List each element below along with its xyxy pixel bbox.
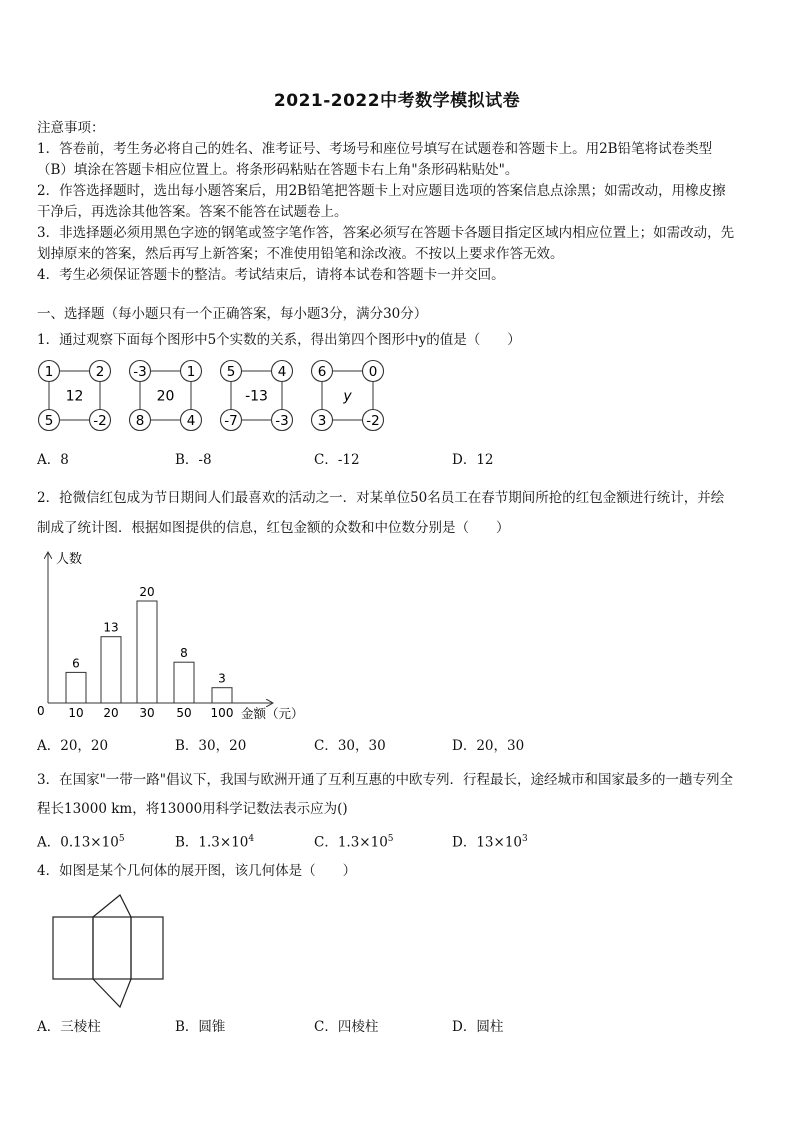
q1-figures xyxy=(34,357,394,435)
section-heading: 一、选择题（每小题只有一个正确答案，每小题3分，满分30分） xyxy=(37,306,428,322)
bar-value-label: 20 xyxy=(139,585,155,599)
notice-line: 干净后，再选涂其他答案。答案不能答在试题卷上。 xyxy=(37,204,348,220)
x-tick-label: 20 xyxy=(103,706,119,720)
notice-line: 1．答卷前，考生务必将自己的姓名、准考证号、考场号和座位号填写在试题卷和答题卡上。用2B铅笔将试卷类型 xyxy=(37,141,713,157)
option-a[interactable]: A．8 xyxy=(37,452,69,468)
option-b[interactable]: B．30，20 xyxy=(175,738,247,754)
question-2-stem-line1: 2．抢微信红包成为节日期间人们最喜欢的活动之一．对某单位50名员工在春节期间所抢的红包金额进行统计，并绘 xyxy=(37,490,725,506)
q1-corner-value: 1 xyxy=(44,364,54,380)
net-face-left xyxy=(53,917,93,979)
question-2-options xyxy=(37,736,759,756)
question-3-stem-line1: 3．在国家"一带一路"倡议下，我国与欧洲开通了互利互惠的中欧专列．行程最长，途经城市和国家最多的一趟专列全 xyxy=(37,772,734,788)
q1-corner-value: 3 xyxy=(317,413,327,429)
q1-center-value: 20 xyxy=(156,388,175,405)
option-b[interactable]: B．$1.3\times 10^4$ xyxy=(175,834,255,851)
bar xyxy=(101,637,121,703)
question-3-stem-line2: 程长13000 km，将13000用科学记数法表示应为() xyxy=(37,801,348,817)
question-4-options xyxy=(37,1017,759,1037)
q1-corner-value: -3 xyxy=(275,413,289,429)
notice-line: 4．考生必须保证答题卡的整洁。考试结束后，请将本试卷和答题卡一并交回。 xyxy=(37,267,505,283)
q1-figure xyxy=(130,361,202,431)
option-c[interactable]: C．-12 xyxy=(314,452,360,468)
x-tick-label: 30 xyxy=(139,706,155,720)
q1-corner-value: -7 xyxy=(224,413,238,429)
x-tick-label: 50 xyxy=(176,706,192,720)
x-axis-label: 金额（元） xyxy=(241,706,304,721)
q2-bar-chart xyxy=(30,545,320,725)
page-title: 2021-2022中考数学模拟试卷 xyxy=(273,91,521,111)
bar xyxy=(212,688,232,703)
q1-corner-value: 1 xyxy=(186,364,196,380)
notice-line: （B）填涂在答题卡相应位置上。将条形码粘贴在答题卡右上角"条形码粘贴处"。 xyxy=(37,162,519,178)
option-a[interactable]: A．20，20 xyxy=(37,738,109,754)
net-face-right xyxy=(131,917,163,979)
x-tick-label: 100 xyxy=(210,706,234,720)
x-tick-label: 10 xyxy=(68,706,84,720)
bar-value-label: 6 xyxy=(72,656,80,671)
y-axis-label: 人数 xyxy=(56,552,83,567)
q1-corner-value: -2 xyxy=(93,413,107,429)
q1-corner-value: 5 xyxy=(226,364,236,380)
q1-corner-value: 0 xyxy=(368,364,378,380)
option-c[interactable]: C．30，30 xyxy=(314,738,386,754)
q1-center-value: y xyxy=(343,388,352,405)
notice-line: 划掉原来的答案，然后再写上新答案；不准使用铅笔和涂改液。不按以上要求作答无效。 xyxy=(37,246,564,262)
q1-center-value: 12 xyxy=(65,388,84,405)
question-1-stem: 1．通过观察下面每个图形中5个实数的关系，得出第四个图形中y的值是（ ） xyxy=(37,332,521,348)
net-triangle-bottom xyxy=(93,979,131,1007)
option-a[interactable]: A．$0.13\times 10^5$ xyxy=(37,834,125,851)
notice-heading: 注意事项： xyxy=(37,120,105,136)
bar-value-label: 8 xyxy=(180,646,188,661)
bar xyxy=(174,662,194,703)
q1-corner-value: -2 xyxy=(366,413,380,429)
q1-figure xyxy=(312,361,384,431)
option-b[interactable]: B．-8 xyxy=(175,452,212,468)
question-1-options xyxy=(37,450,759,470)
q1-figure xyxy=(221,361,293,431)
notice-block xyxy=(37,118,759,286)
bar-value-label: 13 xyxy=(103,620,119,635)
question-3-options xyxy=(37,829,759,849)
q1-corner-value: 4 xyxy=(186,413,196,429)
q1-corner-value: -3 xyxy=(133,364,147,380)
question-4-stem: 4．如图是某个几何体的展开图，该几何体是（ ） xyxy=(37,863,357,879)
net-triangle-top xyxy=(93,895,131,917)
bar-value-label: 3 xyxy=(218,671,226,686)
option-d[interactable]: D．20，30 xyxy=(452,738,525,754)
option-a[interactable]: A．三棱柱 xyxy=(37,1019,101,1035)
net-face-middle xyxy=(93,917,131,979)
bar xyxy=(137,601,157,703)
q1-corner-value: 8 xyxy=(135,413,145,429)
option-d[interactable]: D．12 xyxy=(452,452,494,468)
q1-center-value: -13 xyxy=(245,388,268,405)
notice-line: 3．非选择题必须用黑色字迹的钢笔或签字笔作答，答案必须写在答题卡各题目指定区域内相应位置上；如需改动，先 xyxy=(37,225,735,241)
option-c[interactable]: C．$1.3\times 10^5$ xyxy=(314,834,394,851)
q1-corner-value: 6 xyxy=(317,364,327,380)
notice-line: 2．作答选择题时，选出每小题答案后，用2B铅笔把答题卡上对应题目选项的答案信息点涂黑；如需改动，用橡皮擦 xyxy=(37,183,726,199)
question-2-stem-line2: 制成了统计图．根据如图提供的信息，红包金额的众数和中位数分别是（ ） xyxy=(37,520,510,536)
q1-corner-value: 2 xyxy=(95,364,105,380)
origin-label: 0 xyxy=(37,704,45,718)
option-b[interactable]: B．圆锥 xyxy=(175,1019,226,1035)
q1-corner-value: 4 xyxy=(277,364,287,380)
q4-net-figure xyxy=(48,890,170,1015)
option-c[interactable]: C．四棱柱 xyxy=(314,1019,379,1035)
q1-figure xyxy=(39,361,111,431)
q1-corner-value: 5 xyxy=(44,413,54,429)
option-d[interactable]: D．圆柱 xyxy=(452,1019,504,1035)
bar xyxy=(66,672,86,703)
option-d[interactable]: D．$13\times 10^3$ xyxy=(452,834,528,851)
